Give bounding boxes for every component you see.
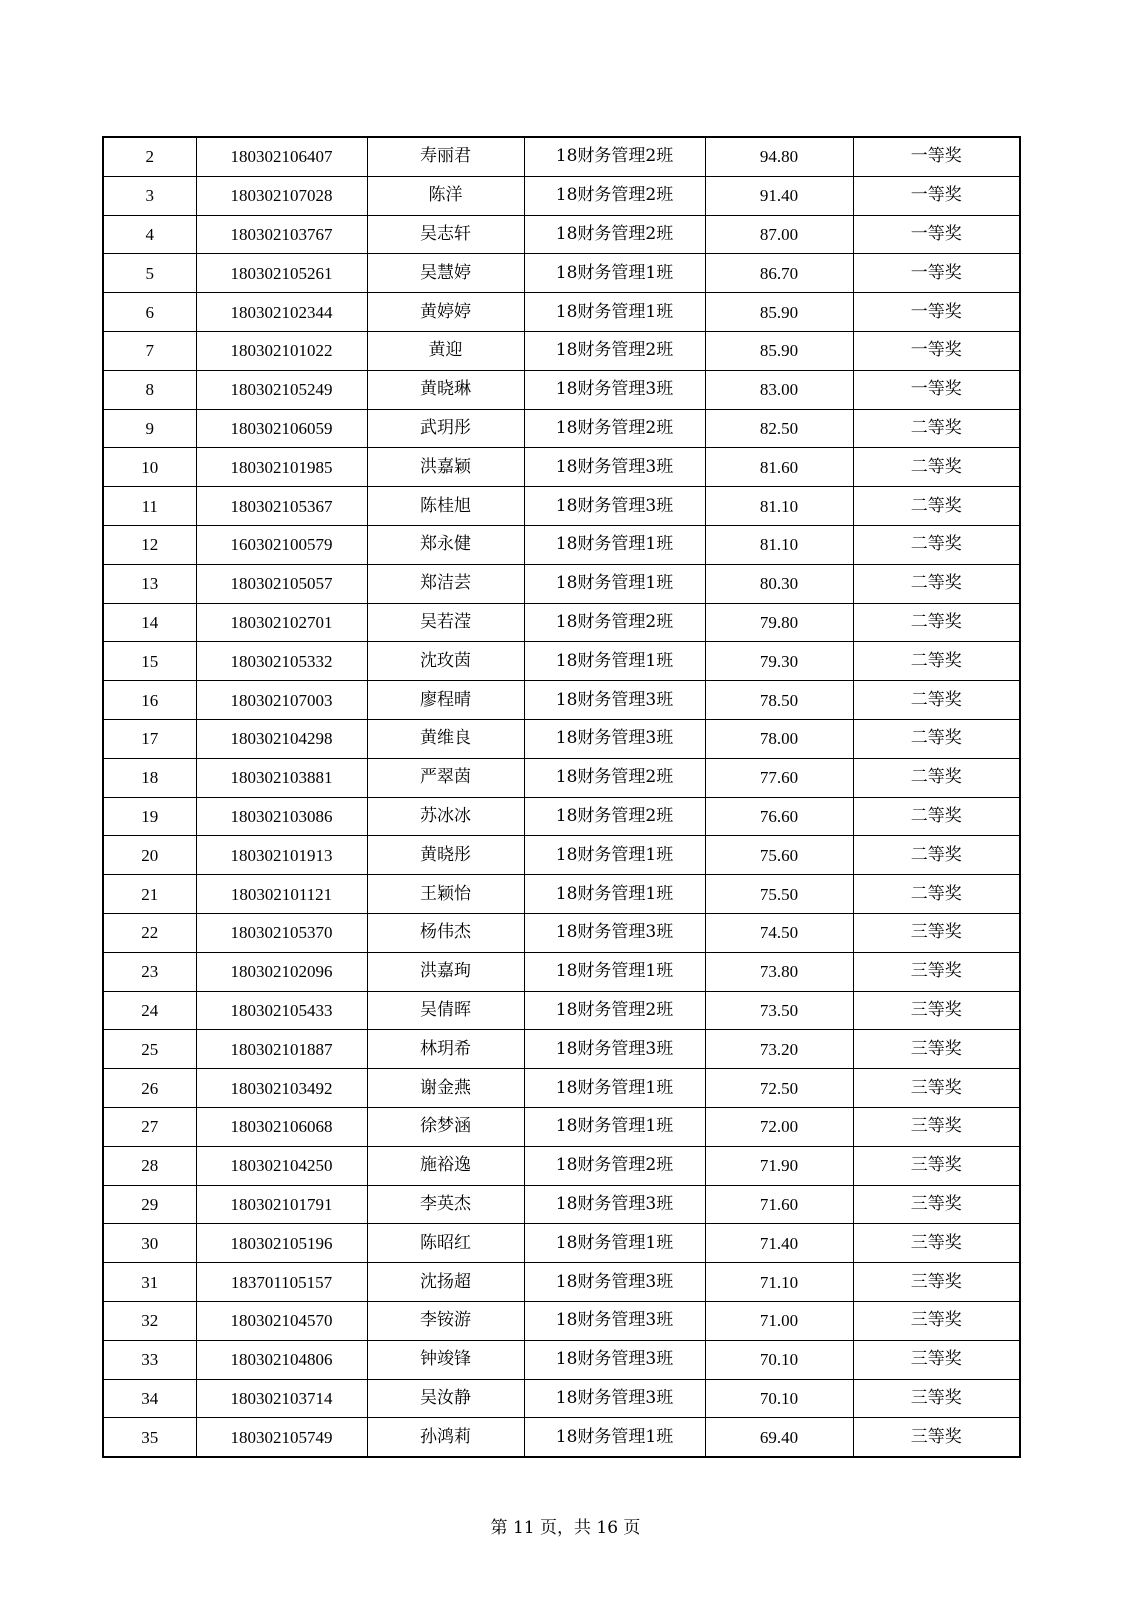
student-name-cell: 黄晓彤 xyxy=(367,836,524,875)
table-row xyxy=(103,1379,1020,1418)
table-row xyxy=(103,642,1020,681)
award-cell: 三等奖 xyxy=(853,1069,1020,1108)
class-cell: 18财务管理3班 xyxy=(524,1030,705,1069)
award-cell: 二等奖 xyxy=(853,797,1020,836)
class-cell: 18财务管理2班 xyxy=(524,137,705,176)
rank-cell: 33 xyxy=(103,1340,196,1379)
score-cell: 79.80 xyxy=(705,603,853,642)
class-cell: 18财务管理1班 xyxy=(524,1069,705,1108)
student-name-cell: 黄婷婷 xyxy=(367,293,524,332)
award-cell: 三等奖 xyxy=(853,1301,1020,1340)
student-name-cell: 郑洁芸 xyxy=(367,564,524,603)
class-cell: 18财务管理2班 xyxy=(524,603,705,642)
student-name-cell: 杨伟杰 xyxy=(367,913,524,952)
student-id-cell: 180302105433 xyxy=(196,991,367,1030)
rank-cell: 13 xyxy=(103,564,196,603)
class-cell: 18财务管理2班 xyxy=(524,991,705,1030)
table-row xyxy=(103,1185,1020,1224)
table-row xyxy=(103,1107,1020,1146)
table-row xyxy=(103,952,1020,991)
rank-cell: 10 xyxy=(103,448,196,487)
award-cell: 三等奖 xyxy=(853,1146,1020,1185)
table-row xyxy=(103,991,1020,1030)
rank-cell: 2 xyxy=(103,137,196,176)
rank-cell: 27 xyxy=(103,1107,196,1146)
award-cell: 一等奖 xyxy=(853,370,1020,409)
class-cell: 18财务管理1班 xyxy=(524,875,705,914)
score-cell: 85.90 xyxy=(705,331,853,370)
student-name-cell: 洪嘉颖 xyxy=(367,448,524,487)
table-row xyxy=(103,1224,1020,1263)
award-cell: 三等奖 xyxy=(853,1107,1020,1146)
score-cell: 82.50 xyxy=(705,409,853,448)
class-cell: 18财务管理2班 xyxy=(524,409,705,448)
class-cell: 18财务管理2班 xyxy=(524,758,705,797)
class-cell: 18财务管理2班 xyxy=(524,176,705,215)
score-cell: 70.10 xyxy=(705,1340,853,1379)
rank-cell: 24 xyxy=(103,991,196,1030)
class-cell: 18财务管理1班 xyxy=(524,1418,705,1457)
student-name-cell: 李铵游 xyxy=(367,1301,524,1340)
student-id-cell: 180302103492 xyxy=(196,1069,367,1108)
rank-cell: 21 xyxy=(103,875,196,914)
rank-cell: 22 xyxy=(103,913,196,952)
class-cell: 18财务管理1班 xyxy=(524,1224,705,1263)
class-cell: 18财务管理3班 xyxy=(524,370,705,409)
student-id-cell: 180302106407 xyxy=(196,137,367,176)
student-id-cell: 180302102344 xyxy=(196,293,367,332)
table-row xyxy=(103,1301,1020,1340)
award-cell: 二等奖 xyxy=(853,719,1020,758)
student-name-cell: 施裕逸 xyxy=(367,1146,524,1185)
page-number-footer: 第 11 页，共 16 页 xyxy=(490,1518,641,1538)
student-name-cell: 吴慧婷 xyxy=(367,254,524,293)
student-name-cell: 谢金燕 xyxy=(367,1069,524,1108)
rank-cell: 23 xyxy=(103,952,196,991)
class-cell: 18财务管理3班 xyxy=(524,719,705,758)
student-name-cell: 陈桂旭 xyxy=(367,487,524,526)
score-cell: 70.10 xyxy=(705,1379,853,1418)
table-row xyxy=(103,137,1020,176)
table-row xyxy=(103,564,1020,603)
score-cell: 78.00 xyxy=(705,719,853,758)
score-cell: 81.10 xyxy=(705,525,853,564)
class-cell: 18财务管理1班 xyxy=(524,952,705,991)
class-cell: 18财务管理3班 xyxy=(524,913,705,952)
award-cell: 三等奖 xyxy=(853,1379,1020,1418)
table-row xyxy=(103,1263,1020,1302)
rank-cell: 11 xyxy=(103,487,196,526)
student-id-cell: 180302105057 xyxy=(196,564,367,603)
student-id-cell: 180302104570 xyxy=(196,1301,367,1340)
rank-cell: 6 xyxy=(103,293,196,332)
table-row xyxy=(103,370,1020,409)
table-row xyxy=(103,719,1020,758)
rank-cell: 3 xyxy=(103,176,196,215)
class-cell: 18财务管理1班 xyxy=(524,525,705,564)
student-id-cell: 180302107003 xyxy=(196,681,367,720)
student-name-cell: 洪嘉珣 xyxy=(367,952,524,991)
table-row xyxy=(103,331,1020,370)
student-name-cell: 武玥彤 xyxy=(367,409,524,448)
student-id-cell: 180302101913 xyxy=(196,836,367,875)
class-cell: 18财务管理1班 xyxy=(524,564,705,603)
rank-cell: 16 xyxy=(103,681,196,720)
class-cell: 18财务管理2班 xyxy=(524,1146,705,1185)
student-name-cell: 吴若滢 xyxy=(367,603,524,642)
table-row xyxy=(103,836,1020,875)
class-cell: 18财务管理3班 xyxy=(524,1185,705,1224)
table-row xyxy=(103,525,1020,564)
class-cell: 18财务管理3班 xyxy=(524,487,705,526)
award-cell: 一等奖 xyxy=(853,293,1020,332)
score-cell: 86.70 xyxy=(705,254,853,293)
table-row xyxy=(103,913,1020,952)
student-id-cell: 180302105370 xyxy=(196,913,367,952)
award-cell: 三等奖 xyxy=(853,1340,1020,1379)
student-name-cell: 孙鸿莉 xyxy=(367,1418,524,1457)
student-id-cell: 180302101022 xyxy=(196,331,367,370)
award-cell: 一等奖 xyxy=(853,254,1020,293)
class-cell: 18财务管理3班 xyxy=(524,1379,705,1418)
award-cell: 三等奖 xyxy=(853,991,1020,1030)
award-cell: 一等奖 xyxy=(853,176,1020,215)
rank-cell: 5 xyxy=(103,254,196,293)
student-id-cell: 180302104250 xyxy=(196,1146,367,1185)
rank-cell: 20 xyxy=(103,836,196,875)
student-name-cell: 沈扬超 xyxy=(367,1263,524,1302)
table-row xyxy=(103,448,1020,487)
student-name-cell: 陈洋 xyxy=(367,176,524,215)
score-cell: 71.10 xyxy=(705,1263,853,1302)
table-row xyxy=(103,797,1020,836)
rank-cell: 9 xyxy=(103,409,196,448)
rank-cell: 12 xyxy=(103,525,196,564)
table-row xyxy=(103,603,1020,642)
score-cell: 75.50 xyxy=(705,875,853,914)
student-id-cell: 180302105196 xyxy=(196,1224,367,1263)
score-cell: 73.80 xyxy=(705,952,853,991)
award-cell: 三等奖 xyxy=(853,1263,1020,1302)
student-id-cell: 180302101887 xyxy=(196,1030,367,1069)
table-row xyxy=(103,1340,1020,1379)
student-id-cell: 180302106068 xyxy=(196,1107,367,1146)
student-name-cell: 吴汝静 xyxy=(367,1379,524,1418)
award-cell: 二等奖 xyxy=(853,758,1020,797)
score-cell: 72.00 xyxy=(705,1107,853,1146)
student-id-cell: 180302103714 xyxy=(196,1379,367,1418)
student-id-cell: 180302106059 xyxy=(196,409,367,448)
student-id-cell: 180302107028 xyxy=(196,176,367,215)
table-row xyxy=(103,487,1020,526)
student-name-cell: 寿丽君 xyxy=(367,137,524,176)
award-cell: 二等奖 xyxy=(853,487,1020,526)
award-cell: 二等奖 xyxy=(853,836,1020,875)
award-cell: 一等奖 xyxy=(853,215,1020,254)
score-cell: 72.50 xyxy=(705,1069,853,1108)
table-row xyxy=(103,409,1020,448)
rank-cell: 35 xyxy=(103,1418,196,1457)
class-cell: 18财务管理1班 xyxy=(524,642,705,681)
score-cell: 83.00 xyxy=(705,370,853,409)
award-cell: 二等奖 xyxy=(853,875,1020,914)
rank-cell: 18 xyxy=(103,758,196,797)
score-cell: 78.50 xyxy=(705,681,853,720)
class-cell: 18财务管理1班 xyxy=(524,254,705,293)
student-name-cell: 黄晓琳 xyxy=(367,370,524,409)
award-cell: 三等奖 xyxy=(853,952,1020,991)
student-id-cell: 180302105749 xyxy=(196,1418,367,1457)
student-name-cell: 廖程晴 xyxy=(367,681,524,720)
student-id-cell: 180302105367 xyxy=(196,487,367,526)
table-row xyxy=(103,215,1020,254)
student-id-cell: 180302105261 xyxy=(196,254,367,293)
award-cell: 一等奖 xyxy=(853,137,1020,176)
award-cell: 二等奖 xyxy=(853,681,1020,720)
rank-cell: 8 xyxy=(103,370,196,409)
student-name-cell: 严翠茵 xyxy=(367,758,524,797)
rank-cell: 25 xyxy=(103,1030,196,1069)
rank-cell: 7 xyxy=(103,331,196,370)
student-name-cell: 苏冰冰 xyxy=(367,797,524,836)
award-cell: 三等奖 xyxy=(853,1418,1020,1457)
table-row xyxy=(103,254,1020,293)
class-cell: 18财务管理3班 xyxy=(524,681,705,720)
class-cell: 18财务管理2班 xyxy=(524,215,705,254)
student-name-cell: 黄迎 xyxy=(367,331,524,370)
student-name-cell: 徐梦涵 xyxy=(367,1107,524,1146)
award-ranking-table xyxy=(102,136,1021,1458)
rank-cell: 14 xyxy=(103,603,196,642)
table-row xyxy=(103,758,1020,797)
score-cell: 74.50 xyxy=(705,913,853,952)
student-id-cell: 160302100579 xyxy=(196,525,367,564)
score-cell: 71.00 xyxy=(705,1301,853,1340)
score-cell: 76.60 xyxy=(705,797,853,836)
award-cell: 一等奖 xyxy=(853,331,1020,370)
class-cell: 18财务管理1班 xyxy=(524,1107,705,1146)
student-id-cell: 180302104298 xyxy=(196,719,367,758)
table-body xyxy=(103,137,1020,1457)
rank-cell: 32 xyxy=(103,1301,196,1340)
student-name-cell: 王颖怡 xyxy=(367,875,524,914)
student-id-cell: 180302104806 xyxy=(196,1340,367,1379)
class-cell: 18财务管理3班 xyxy=(524,448,705,487)
award-cell: 三等奖 xyxy=(853,913,1020,952)
student-id-cell: 180302101121 xyxy=(196,875,367,914)
score-cell: 79.30 xyxy=(705,642,853,681)
score-cell: 75.60 xyxy=(705,836,853,875)
student-name-cell: 黄维良 xyxy=(367,719,524,758)
table-row xyxy=(103,176,1020,215)
table-row xyxy=(103,1418,1020,1457)
score-cell: 77.60 xyxy=(705,758,853,797)
rank-cell: 34 xyxy=(103,1379,196,1418)
student-name-cell: 沈玫茵 xyxy=(367,642,524,681)
student-name-cell: 吴志轩 xyxy=(367,215,524,254)
class-cell: 18财务管理3班 xyxy=(524,1301,705,1340)
score-cell: 91.40 xyxy=(705,176,853,215)
student-id-cell: 180302103881 xyxy=(196,758,367,797)
student-id-cell: 180302105249 xyxy=(196,370,367,409)
score-cell: 71.40 xyxy=(705,1224,853,1263)
score-cell: 87.00 xyxy=(705,215,853,254)
table-row xyxy=(103,875,1020,914)
student-name-cell: 吴倩晖 xyxy=(367,991,524,1030)
student-id-cell: 180302102701 xyxy=(196,603,367,642)
score-cell: 71.60 xyxy=(705,1185,853,1224)
rank-cell: 28 xyxy=(103,1146,196,1185)
score-cell: 71.90 xyxy=(705,1146,853,1185)
award-cell: 三等奖 xyxy=(853,1224,1020,1263)
table-row xyxy=(103,1030,1020,1069)
student-id-cell: 183701105157 xyxy=(196,1263,367,1302)
score-cell: 94.80 xyxy=(705,137,853,176)
award-cell: 二等奖 xyxy=(853,603,1020,642)
score-cell: 69.40 xyxy=(705,1418,853,1457)
score-cell: 85.90 xyxy=(705,293,853,332)
award-cell: 二等奖 xyxy=(853,448,1020,487)
score-cell: 73.20 xyxy=(705,1030,853,1069)
student-name-cell: 钟竣锋 xyxy=(367,1340,524,1379)
student-name-cell: 郑永健 xyxy=(367,525,524,564)
score-cell: 80.30 xyxy=(705,564,853,603)
score-cell: 73.50 xyxy=(705,991,853,1030)
rank-cell: 19 xyxy=(103,797,196,836)
table-row xyxy=(103,1146,1020,1185)
score-cell: 81.10 xyxy=(705,487,853,526)
table-row xyxy=(103,681,1020,720)
student-id-cell: 180302103086 xyxy=(196,797,367,836)
student-id-cell: 180302101985 xyxy=(196,448,367,487)
class-cell: 18财务管理1班 xyxy=(524,293,705,332)
award-cell: 二等奖 xyxy=(853,642,1020,681)
rank-cell: 31 xyxy=(103,1263,196,1302)
student-id-cell: 180302105332 xyxy=(196,642,367,681)
rank-cell: 15 xyxy=(103,642,196,681)
award-cell: 三等奖 xyxy=(853,1185,1020,1224)
rank-cell: 26 xyxy=(103,1069,196,1108)
award-cell: 二等奖 xyxy=(853,564,1020,603)
rank-cell: 17 xyxy=(103,719,196,758)
class-cell: 18财务管理3班 xyxy=(524,1340,705,1379)
rank-cell: 30 xyxy=(103,1224,196,1263)
class-cell: 18财务管理3班 xyxy=(524,1263,705,1302)
class-cell: 18财务管理1班 xyxy=(524,836,705,875)
score-cell: 81.60 xyxy=(705,448,853,487)
student-id-cell: 180302101791 xyxy=(196,1185,367,1224)
student-name-cell: 李英杰 xyxy=(367,1185,524,1224)
table-row xyxy=(103,293,1020,332)
rank-cell: 29 xyxy=(103,1185,196,1224)
rank-cell: 4 xyxy=(103,215,196,254)
award-cell: 三等奖 xyxy=(853,1030,1020,1069)
class-cell: 18财务管理2班 xyxy=(524,797,705,836)
class-cell: 18财务管理2班 xyxy=(524,331,705,370)
student-id-cell: 180302103767 xyxy=(196,215,367,254)
student-name-cell: 林玥希 xyxy=(367,1030,524,1069)
student-name-cell: 陈昭红 xyxy=(367,1224,524,1263)
award-cell: 二等奖 xyxy=(853,525,1020,564)
student-id-cell: 180302102096 xyxy=(196,952,367,991)
award-cell: 二等奖 xyxy=(853,409,1020,448)
table-row xyxy=(103,1069,1020,1108)
